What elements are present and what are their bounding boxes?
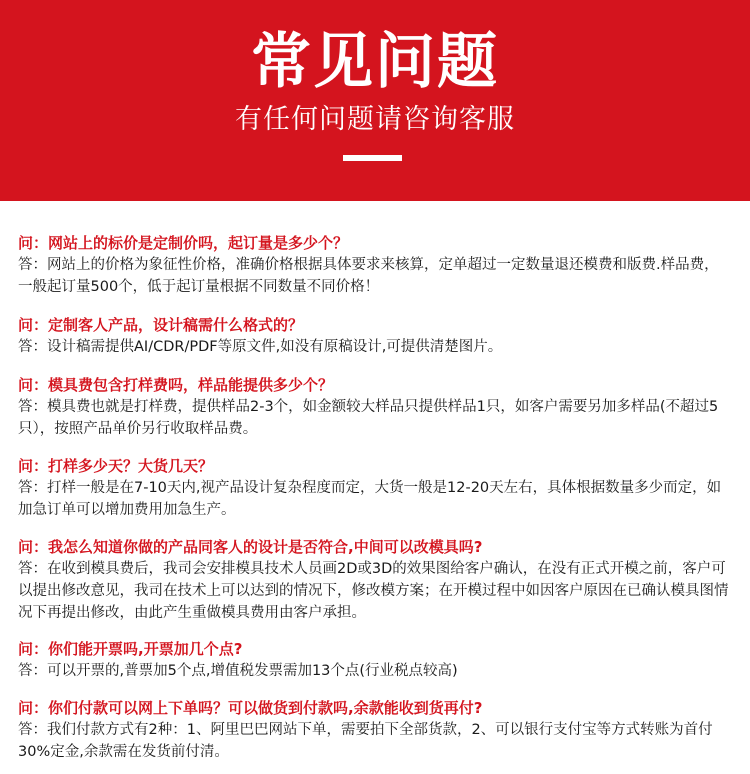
faq-answer: 答：可以开票的,普票加5个点,增值税发票需加13个点(行业税点较高) — [18, 663, 458, 679]
header-banner — [0, 0, 750, 201]
faq-answer: 答：我们付款方式有2种：1、阿里巴巴网站下单，需要拍下全部货款，2、可以银行支付宝等方式转账为首付30%定金,余款需在发货前付清。 — [18, 722, 713, 760]
faq-item-order-price — [18, 232, 730, 298]
faq-answer: 答：模具费也就是打样费，提供样品2-3个，如金额较大样品只提供样品1只，如客户需要另加多样品(不超过5只），按照产品单价另行收取样品费。 — [18, 399, 719, 437]
faq-question: 问：打样多少天？大货几天？ — [18, 457, 214, 475]
faq-item-lead-time — [18, 455, 730, 521]
faq-item-design-confirm — [18, 536, 730, 624]
faq-question: 问：模具费包含打样费吗，样品能提供多少个？ — [18, 376, 334, 394]
title-divider — [343, 155, 402, 161]
page-title: 常见问题 — [251, 27, 499, 97]
faq-question: 问：你们能开票吗,开票加几个点? — [18, 640, 243, 658]
faq-answer: 答：网站上的价格为象征性价格，准确价格根据具体要求来核算，定单超过一定数量退还模费和版费.样品费，一般起订量500个，低于起订量根据不同数量不同价格！ — [18, 257, 719, 295]
faq-answer: 答：在收到模具费后，我司会安排模具技术人员画2D或3D的效果图给客户确认，在没有正式开模之前，客户可以提出修改意见，我司在技术上可以达到的情况下，修改模方案；在开模过程中如因客户原因在已确认模具图情况下再提出修改，由此产生重做模具费用由客户承担。 — [18, 561, 729, 621]
faq-item-design-format — [18, 314, 730, 358]
faq-item-payment — [18, 697, 730, 763]
faq-item-mold-sample — [18, 374, 730, 440]
faq-item-invoice — [18, 638, 730, 682]
page-subtitle: 有任何问题请咨询客服 — [235, 104, 515, 135]
faq-answer: 答：打样一般是在7-10天内,视产品设计复杂程度而定，大货一般是12-20天左右，具体根据数量多少而定，如加急订单可以增加费用加急生产。 — [18, 480, 722, 518]
faq-question: 问：网站上的标价是定制价吗，起订量是多少个？ — [18, 234, 349, 252]
faq-answer: 答：设计稿需提供AI/CDR/PDF等原文件,如没有原稿设计,可提供清楚图片。 — [18, 339, 503, 355]
faq-question: 问：定制客人产品，设计稿需什么格式的？ — [18, 316, 304, 334]
faq-question: 问：我怎么知道你做的产品同客人的设计是否符合,中间可以改模具吗? — [18, 538, 483, 556]
faq-question: 问：你们付款可以网上下单吗？可以做货到付款吗,余款能收到货再付? — [18, 699, 483, 717]
